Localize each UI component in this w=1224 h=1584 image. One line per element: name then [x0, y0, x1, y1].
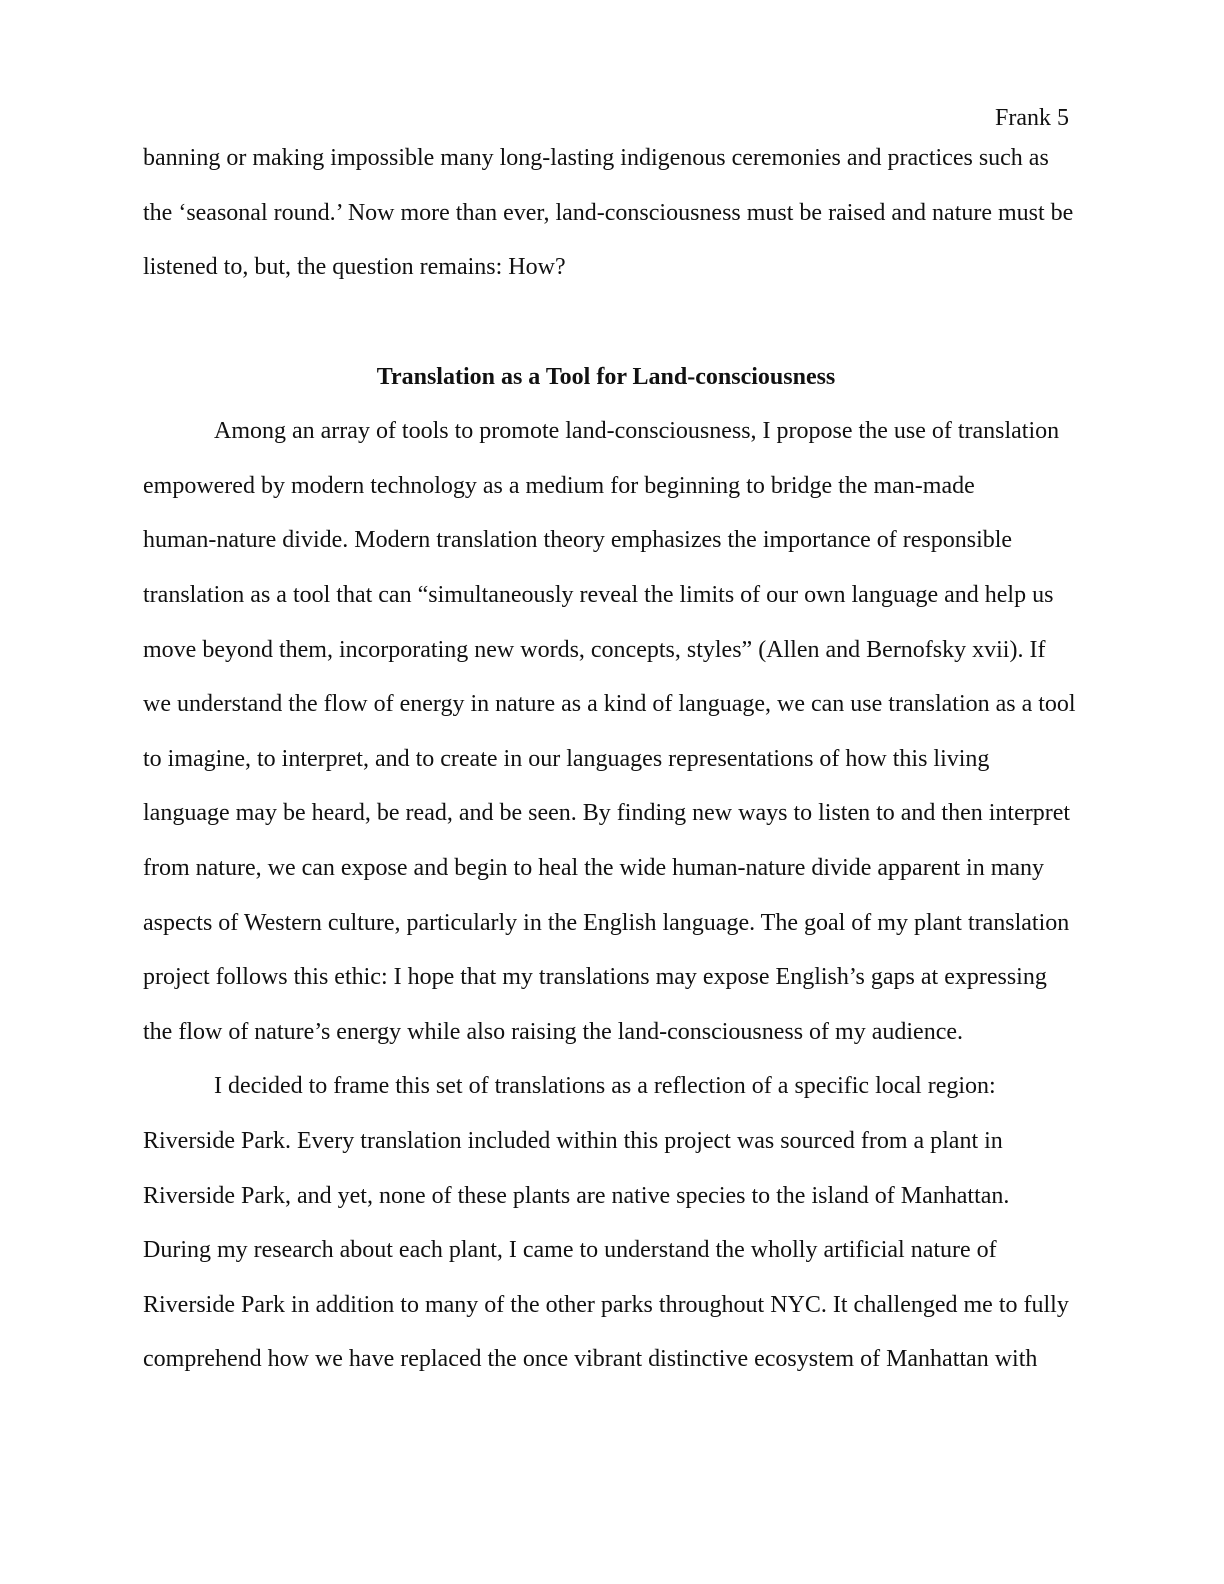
text-line: During my research about each plant, I came to understand the wholly artificial nature of: [143, 1237, 997, 1263]
text-line: Among an array of tools to promote land-consciousness, I propose the use of translation: [214, 418, 1060, 444]
text-line: move beyond them, incorporating new words, concepts, styles” (Allen and Bernofsky xvii). If: [143, 637, 1046, 663]
text-line: Riverside Park in addition to many of the other parks throughout NYC. It challenged me to fully: [143, 1292, 1069, 1318]
text-line: Riverside Park, and yet, none of these plants are native species to the island of Manhattan.: [143, 1183, 1010, 1209]
text-line: translation as a tool that can “simultaneously reveal the limits of our own language and help us: [143, 582, 1054, 608]
text-line: aspects of Western culture, particularly in the English language. The goal of my plant translation: [143, 910, 1070, 936]
text-line: the ‘seasonal round.’ Now more than ever, land-consciousness must be raised and nature must be: [143, 200, 1074, 226]
text-line: language may be heard, be read, and be seen. By finding new ways to listen to and then interpret: [143, 800, 1071, 826]
text-line: comprehend how we have replaced the once vibrant distinctive ecosystem of Manhattan with: [143, 1346, 1038, 1372]
text-line: empowered by modern technology as a medium for beginning to bridge the man-made: [143, 473, 975, 499]
section-heading: Translation as a Tool for Land-consciousness: [376, 364, 836, 390]
text-line: human-nature divide. Modern translation theory emphasizes the importance of responsible: [143, 527, 1013, 553]
text-line: Riverside Park. Every translation included within this project was sourced from a plant in: [143, 1128, 1003, 1154]
text-line: we understand the flow of energy in nature as a kind of language, we can use translation as a tool: [143, 691, 1076, 717]
text-line: listened to, but, the question remains: How?: [143, 254, 566, 280]
running-head: Frank 5: [995, 105, 1069, 131]
text-line: from nature, we can expose and begin to heal the wide human-nature divide apparent in many: [143, 855, 1045, 881]
text-line: to imagine, to interpret, and to create in our languages representations of how this living: [143, 746, 990, 772]
text-line: I decided to frame this set of translations as a reflection of a specific local region:: [214, 1073, 996, 1099]
text-line: project follows this ethic: I hope that my translations may expose English’s gaps at expressing: [143, 964, 1047, 990]
text-line: banning or making impossible many long-lasting indigenous ceremonies and practices such as: [143, 145, 1049, 171]
text-line: the flow of nature’s energy while also raising the land-consciousness of my audience.: [143, 1019, 963, 1045]
